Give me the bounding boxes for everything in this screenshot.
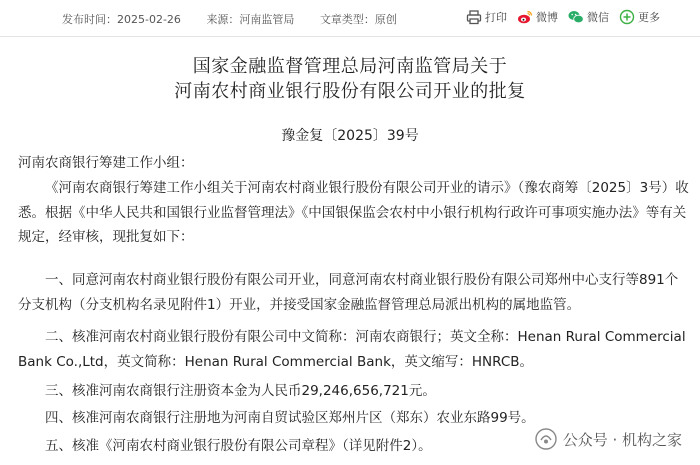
salutation: 河南农商银行筹建工作小组： <box>18 155 194 171</box>
printer-icon <box>466 9 482 25</box>
article-meta <box>62 11 419 27</box>
paragraph-item-5: 五、核准《河南农村商业银行股份有限公司章程》（详见附件2）。 <box>45 438 432 454</box>
article-source: 来源：河南监管局 <box>206 13 295 26</box>
paragraph-request: 《河南农商银行筹建工作小组关于河南农村商业银行股份有限公司开业的请示》（豫农商筹〔2025〕3号）收悉。根据《中华人民共和国银行业监督管理法》《中国银保监会农村中小银行机构行政许可事项实施办法》等有关规定，经审核，现批复如下： <box>18 180 689 245</box>
document-title-line1: 国家金融监督管理总局河南监管局关于 <box>192 56 508 77</box>
watermark <box>535 428 682 450</box>
share-toolbar <box>466 9 660 25</box>
plus-circle-icon <box>619 9 635 25</box>
article-type: 文章类型：原创 <box>319 13 397 26</box>
document-title-line2: 河南农村商业银行股份有限公司开业的批复 <box>174 81 526 102</box>
print-label: 打印 <box>485 11 507 24</box>
wechat-share-button[interactable] <box>568 9 609 25</box>
paragraph-item-2: 二、核准河南农村商业银行股份有限公司中文简称：河南农商银行；英文全称：Henan Rural Commercial Bank Co.,Ltd，英文简称：Henan Rural Commercial Bank，英文缩写：HNRCB。 <box>18 329 686 370</box>
article-meta-bar <box>0 0 700 37</box>
watermark-text: 公众号 · 机构之家 <box>562 430 682 449</box>
paragraph-item-3: 三、核准河南农商银行注册资本金为人民币29,246,656,721元。 <box>45 383 436 399</box>
paragraph-item-1: 一、同意河南农村商业银行股份有限公司开业，同意河南农村商业银行股份有限公司郑州中心支行等891个分支机构（分支机构名录见附件1）开业，并接受国家金融监督管理总局派出机构的属地监管。 <box>18 272 679 313</box>
weibo-icon <box>517 9 533 25</box>
document-number: 豫金复〔2025〕39号 <box>281 128 419 144</box>
more-label: 更多 <box>638 11 660 24</box>
weibo-label: 微博 <box>536 11 558 24</box>
wechat-label: 微信 <box>587 11 609 24</box>
more-share-button[interactable] <box>619 9 660 25</box>
paragraph-item-4: 四、核准河南农商银行注册地为河南自贸试验区郑州片区（郑东）农业东路99号。 <box>45 410 535 426</box>
wechat-icon <box>568 9 584 25</box>
print-button[interactable] <box>466 9 507 25</box>
wechat-official-account-icon <box>535 428 557 450</box>
weibo-share-button[interactable] <box>517 9 558 25</box>
publish-time: 发布时间：2025-02-26 <box>62 13 181 26</box>
